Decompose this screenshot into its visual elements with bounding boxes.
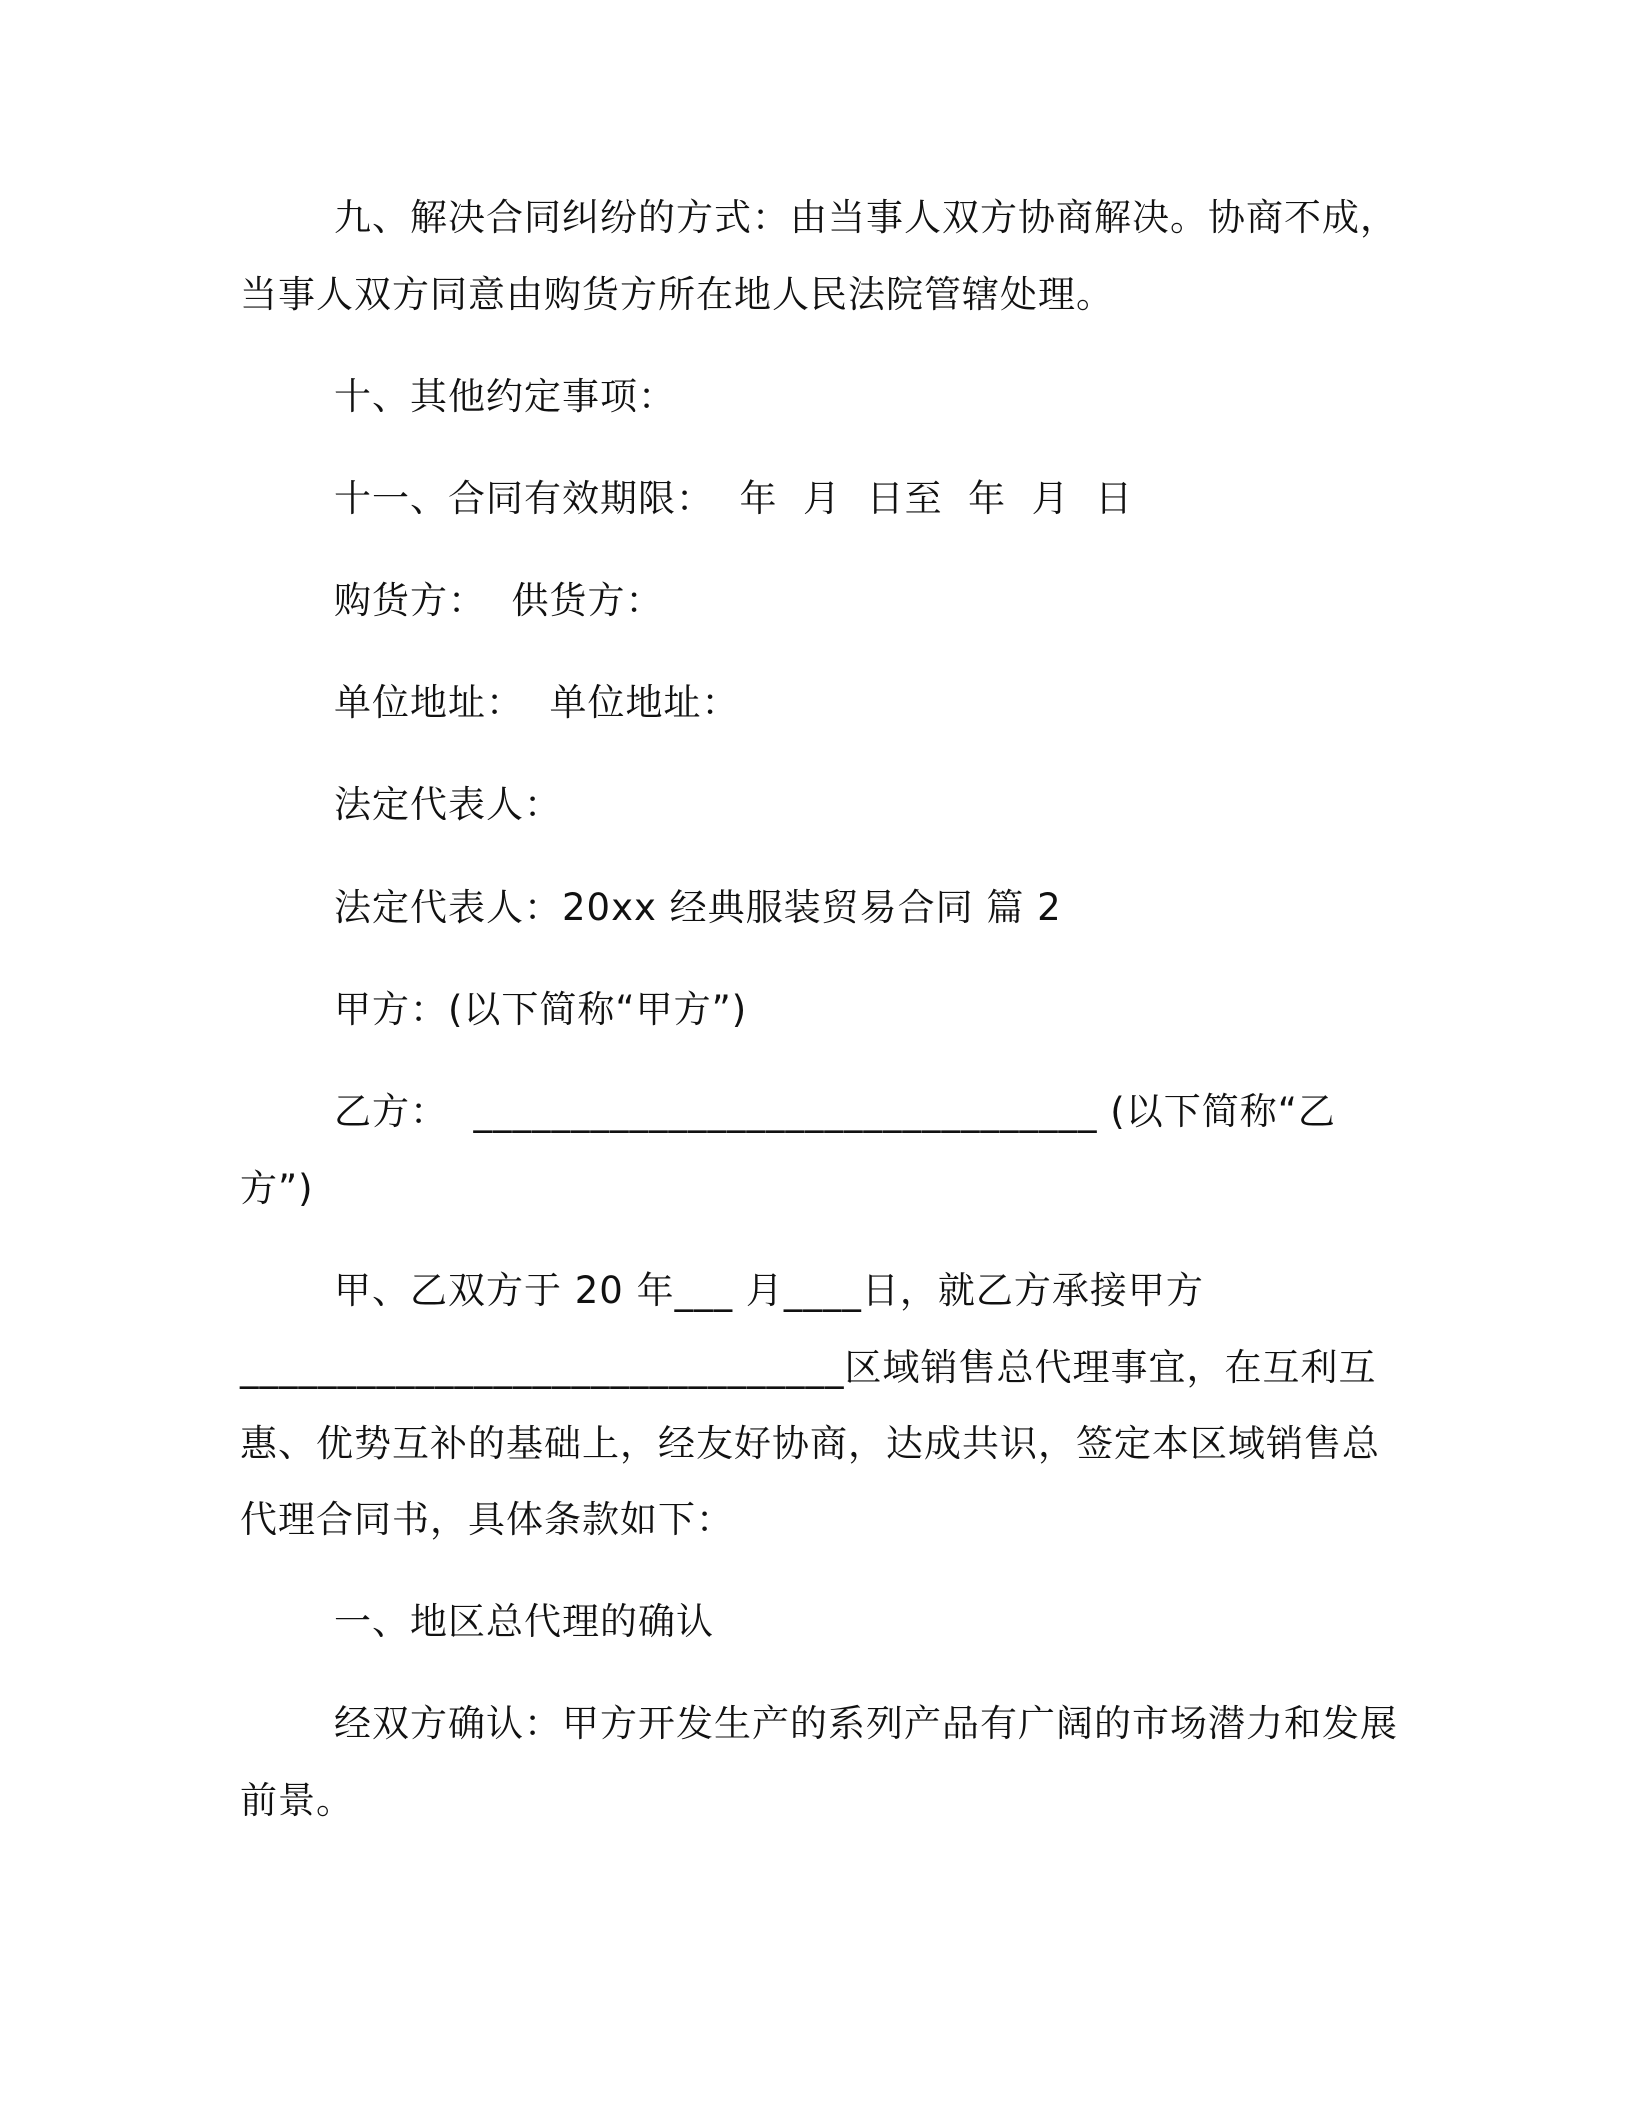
section-1-line-2: 前景。 <box>240 1779 354 1822</box>
clause-9-line-2: 当事人双方同意由购货方所在地人民法院管辖处理。 <box>240 273 1114 316</box>
clause-11: 十一、合同有效期限： 年 月 日至 年 月 日 <box>334 477 1134 520</box>
party-a: 甲方：(以下简称“甲方”) <box>334 988 748 1031</box>
signature-parties: 购货方： 供货方： <box>334 579 664 622</box>
section-1-heading: 一、地区总代理的确认 <box>334 1600 714 1643</box>
party-b-line-1: 乙方： ________________________________ (以下简称“乙 <box>334 1090 1336 1133</box>
signature-representative-1: 法定代表人： <box>334 783 562 826</box>
preamble-line-1: 甲、乙双方于 20 年___ 月____日，就乙方承接甲方 <box>334 1269 1204 1312</box>
signature-representative-2: 法定代表人：20xx 经典服装贸易合同 篇 2 <box>334 886 1062 929</box>
signature-addresses: 单位地址： 单位地址： <box>334 681 740 724</box>
clause-10: 十、其他约定事项： <box>334 375 676 418</box>
section-1-line-1: 经双方确认：甲方开发生产的系列产品有广阔的市场潜力和发展 <box>334 1702 1398 1745</box>
preamble-line-2: _______________________________区域销售总代理事宜，在互利互 <box>240 1346 1377 1389</box>
party-b-line-2: 方”) <box>240 1167 314 1210</box>
clause-9-line-1: 九、解决合同纠纷的方式：由当事人双方协商解决。协商不成， <box>334 196 1398 239</box>
preamble-line-4: 代理合同书，具体条款如下： <box>240 1498 734 1541</box>
preamble-line-3: 惠、优势互补的基础上，经友好协商，达成共识，签定本区域销售总 <box>240 1422 1380 1465</box>
